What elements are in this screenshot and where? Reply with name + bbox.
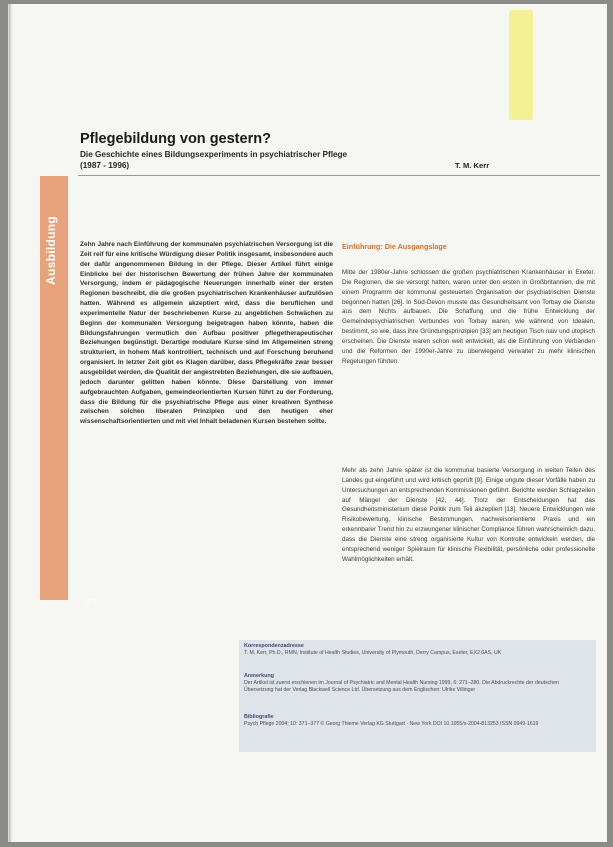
article-author: T. M. Kerr <box>455 161 490 170</box>
article-subtitle: Die Geschichte eines Bildungsexperiments in psychiatrischer Pflege (1987 - 1996) <box>80 150 348 170</box>
abstract-text: Zehn Jahre nach Einführung der kommunalen psychiatrischen Versorgung ist die Zeit reif für eine kritische Würdigung dieser Politik insgesamt, insbesondere auch der dafür angenommenen Bildung in der Pflege. Dieser Artikel führt einige Einblicke bei der historischen Bewertung der frühen Jahre der kommunalen Versorgung, indem er pädagogische Neuerungen innerhalb einer der ersten Regionen beschreibt, die die großen psychiatrischen Krankenhäuser aufzulösen hatten. Während es allgemein akzeptiert wird, dass die beruflichen und experimentelle Natur der beschriebenen Kurse zu angeblichen Schwächen zu Beginn der kommunalen Versorgung beigetragen haben könnte, haben die Bildungsfahrungen vermutlich den Aufbau positiver pflegetherapeutischer Beziehungen begünstigt. Derartige modulare Kurse sind im Allgemeinen streng strukturiert, in hohem Maß kontrolliert, technisch und auf Forschung beruhend organisiert. In letzter Zeit gibt es Klagen darüber, dass Pflegekräfte zwar besser ausgebildet werden, die Qualität der angestrebten Beziehungen, die sie aufbauen, jedoch darunter gelitten haben könnte. Diese Darstellung von immer aufgebrauchten Aufgaben, gemeindeorientierten Kursen führt zu der Forderung, dass die Bildung für die psychiatrische Pflege aus einer kreativen Synthese zwischen solchen liberalen Prinzipien und den heutigen eher wissenschaftsorientierten und mit viel Inhalt beladenen Kursen bestehen sollte. <box>80 241 333 426</box>
section-tab-label: Ausbildung <box>44 216 58 285</box>
bibliography-heading: Bibliografie <box>244 714 274 720</box>
section-heading: Einführung: Die Ausgangslage <box>342 242 447 251</box>
note-block <box>244 673 589 694</box>
correspondence-text: T. M. Kerr, Ph.D., RMN, Institute of Health Studies, University of Plymouth, Derry Campus, Exeter, EX2 6AS, UK <box>244 650 502 656</box>
article-info-box <box>239 640 596 752</box>
body-paragraph-1: Mitte der 1980er-Jahre schlossen die großen psychiatrischen Krankenhäuser in Exeter. Die Regionen, die sie versorgt hatten, waren unter den ersten in Großbritannien, die mit einem Programm der kommunal gesteuerten Organisation der psychiatrischen Dienste begonnen hatten [26]. In Süd-Devon musste das Gesundheitsamt von Torbay die Dienste aus dem Nichts aufbauen. Die Schaffung und die frühe Entwicklung der Gemeindepsychiatrischen Verbundes von Torbay waren, wie während von Idealen, bestimmt, so wie, dass ihre Gründungsprinzipien [33] am heutigen Tisch naiv und utopisch erscheinen. Die Dienste waren schon weit entwickelt, als die Einführung von Verbänden und die Reformen der 1990er-Jahre zu überwiegend verwaltet zu mehr klinischen Regelungen führten. <box>342 269 595 365</box>
note-text: Der Artikel ist zuerst erschienen im Journal of Psychiatric and Mental Health Nursing 1999, 6: 271–280. Die Abdruckrechte der deutschen Übersetzung hat der Verlag Blackwell Science Ltd. Übersetzung aus dem Englischen: Ulrike Villinger <box>244 680 559 693</box>
article-title: Pflegebildung von gestern? <box>80 131 271 147</box>
body-paragraph-2: Mehr als zehn Jahre später ist die kommunal basierte Versorgung in weiten Teilen des Landes gut eingeführt und wird kritisch geprüft [9]. Einige ungute dieser Vorfälle haben zu Untersuchungen an entsprechenden Kommissionen geführt. Berichte werden Schlagzeilen auf Mängel der Dienste [42, 44]. Trotz der Entscheidungen hat das Gesundheitsministerium diese Politik zum Teil akzeptiert [13]. Neuere Entwicklungen wie Risikobewertung, klinische Bestimmungen, nachweisorientierte Praxis und ein erkennbarer Trend hin zu erzwungener klinischer Compliance führen wahrscheinlich dazu, dass die Dienste eine streng organisierte Kultur von Kontrolle entwickeln werden, die entsprechend weniger Spielraum für klinische Flexibilität, persönliche oder professionelle Wahlmöglichkeiten erhält. <box>342 467 595 563</box>
bibliography-text: Psych Pflege 2004; 10: 371–377 © Georg Thieme Verlag KG Stuttgart · New York DOI 10.1055/s-2004-813253 ISSN 0949-1619 <box>244 721 539 727</box>
highlighter-mark <box>509 10 533 120</box>
title-divider <box>78 175 600 176</box>
bibliography-block <box>244 714 589 728</box>
scan-shadow-edge <box>9 4 12 842</box>
correspondence-block <box>244 643 589 657</box>
section-tab <box>40 176 98 606</box>
note-heading: Anmerkung <box>244 673 274 679</box>
correspondence-heading: Korrespondenzadresse <box>244 643 304 649</box>
page-number: 371 <box>86 599 98 606</box>
